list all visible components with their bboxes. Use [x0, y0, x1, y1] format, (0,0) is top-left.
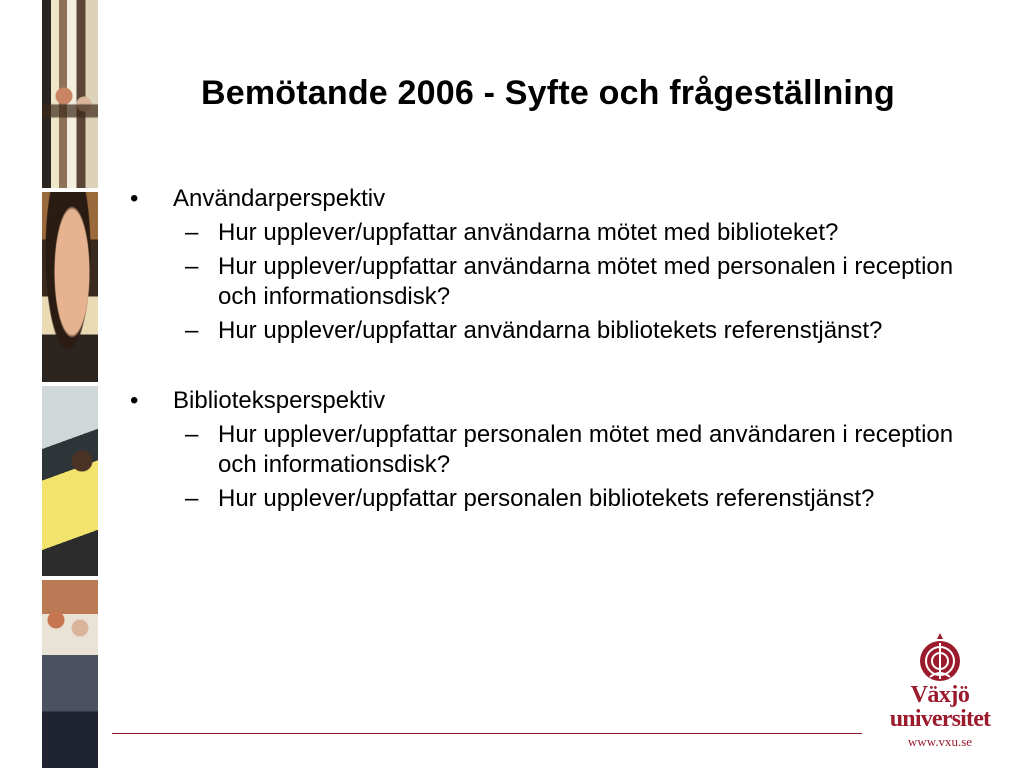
- bullet-heading: Användarperspektiv: [173, 185, 386, 212]
- sub-item-text: Hur upplever/uppfattar personalen mötet med användaren i reception och informationsdisk?: [218, 421, 954, 478]
- bullet-item: [130, 184, 990, 214]
- sub-item: [130, 420, 990, 480]
- footer-rule: [112, 733, 862, 734]
- photo-computer-user: [42, 386, 98, 576]
- sub-item: [130, 484, 990, 514]
- sub-item: [130, 316, 990, 346]
- sub-item-text: Hur upplever/uppfattar personalen bibliotekets referenstjänst?: [218, 485, 875, 512]
- university-logo: [870, 630, 1010, 750]
- bullet-marker: •: [130, 185, 139, 212]
- bullet-heading: Biblioteksperspektiv: [173, 387, 386, 414]
- dash-marker: –: [185, 253, 199, 280]
- dash-marker: –: [185, 421, 199, 448]
- sub-item-text: Hur upplever/uppfattar användarna mötet med personalen i reception och informationsdisk?: [218, 253, 954, 310]
- dash-marker: –: [185, 485, 199, 512]
- bullet-item: [130, 386, 990, 416]
- photo-study-group: [42, 580, 98, 768]
- sub-item: [130, 218, 990, 248]
- logo-url[interactable]: www.vxu.se: [907, 734, 973, 749]
- photo-strip: [42, 0, 98, 768]
- sub-item-text: Hur upplever/uppfattar användarna bibliotekets referenstjänst?: [218, 317, 883, 344]
- sub-item-text: Hur upplever/uppfattar användarna mötet med biblioteket?: [218, 219, 839, 246]
- dash-marker: –: [185, 317, 199, 344]
- logo-name-line2: universitet: [889, 706, 991, 732]
- slide-body: [130, 184, 990, 514]
- dash-marker: –: [185, 219, 199, 246]
- photo-smiling-student: [42, 192, 98, 382]
- sub-item: [130, 252, 990, 312]
- photo-cafe-scene: [42, 0, 98, 188]
- bullet-marker: •: [130, 387, 139, 414]
- university-emblem-icon: [916, 633, 964, 683]
- slide-title: Bemötande 2006 - Syfte och frågeställning: [200, 74, 896, 112]
- logo-name-line1: Växjö: [910, 682, 970, 708]
